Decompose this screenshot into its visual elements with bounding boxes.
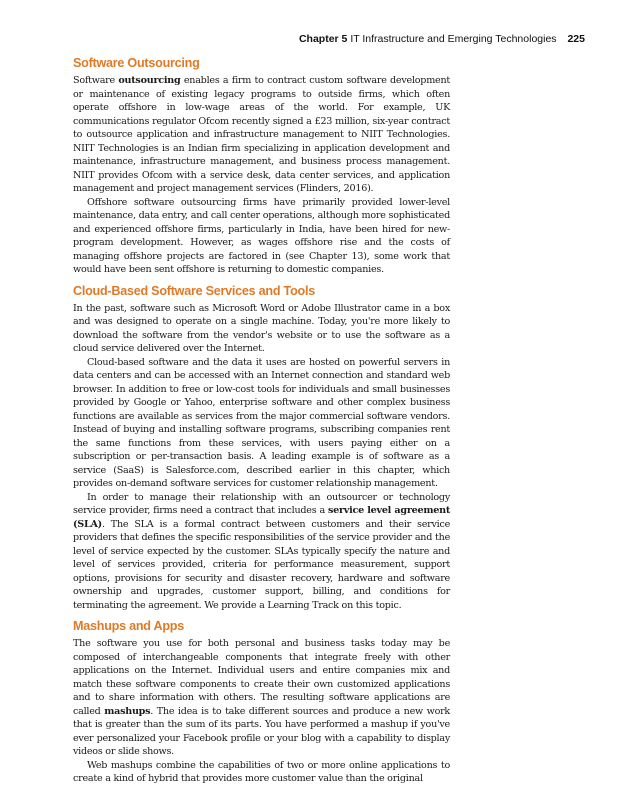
paragraph: Cloud-based software and the data it uses are hosted on powerful servers in data centers and can be accessed with an Internet connection and standard web browser. In addition to free or low-cost tools for individuals and small businesses provided by Google or Yahoo, enterprise software and other complex business functions are available as services from the major commercial software vendors. Instead of buying and installing software programs, subscribing companies rent the same functions from these services, with users paying either on a subscription or per-transaction basis. A leading example is of software as a service (SaaS) is Salesforce.com, described earlier in this chapter, which provides on-demand software services for customer relationship management. bbox=[73, 356, 450, 489]
page-number: 225 bbox=[567, 33, 585, 45]
paragraph bbox=[73, 74, 450, 196]
key-term-sla: service level agreement (SLA) bbox=[73, 505, 450, 530]
key-term-outsourcing: outsourcing bbox=[118, 75, 181, 86]
paragraph: Web mashups combine the capabilities of two or more online applications to create a kind of hybrid that provides more customer value than the original bbox=[73, 759, 450, 784]
chapter-label: Chapter 5 bbox=[298, 33, 348, 45]
section-heading-mashups: Mashups and Apps bbox=[73, 619, 184, 633]
text-run: The software you use for both personal and business tasks today may be composed of interchangeable components that integrate freely with other applications on the Internet. Individual users and entire companies mix and match these software components to create their own customized applications and to share information with others. The resulting software applications are called bbox=[73, 638, 450, 717]
key-term-mashups: mashups bbox=[104, 705, 151, 717]
section-heading-cloud: Cloud-Based Software Services and Tools bbox=[73, 283, 315, 298]
chapter-title: IT Infrastructure and Emerging Technologies bbox=[350, 33, 557, 45]
paragraph: In the past, software such as Microsoft Word or Adobe Illustrator came in a box and was designed to operate on a single machine. Today, you're more likely to download the software from the vendor's website or to use the software as a cloud service delivered over the Internet. bbox=[73, 302, 450, 354]
text-run: enables a firm to contract custom software development or maintenance of existing legacy programs to outside firms, which often operate offshore in low-wage areas of the world. For example, UK communications regulator Ofcom recently signed a £23 million, six-year contract to outsource application and infrastructure management to NIIT Technologies. NIIT Technologies is an Indian firm specializing in application development and maintenance, infrastructure management, and business process management. NIIT provides Ofcom with a service desk, data center services, and application management and project management services (Flinders, 2016). bbox=[73, 75, 451, 194]
text-run: . The idea is to take different sources and produce a new work that is greater than the sum of its parts. You have performed a mashup if you've ever personalized your Facebook profile or your blog with a capability to display videos or slide shows. bbox=[73, 705, 450, 757]
text-run: In order to manage their relationship with an outsourcer or technology service provider, firms need a contract that includes a bbox=[73, 491, 450, 516]
paragraph bbox=[73, 491, 450, 613]
section-heading-outsourcing: Software Outsourcing bbox=[73, 56, 200, 70]
running-head bbox=[299, 33, 585, 45]
text-run: Software bbox=[73, 75, 119, 86]
paragraph bbox=[73, 637, 450, 759]
paragraph: Offshore software outsourcing firms have primarily provided lower-level maintenance, data entry, and call center operations, although more sophisticated and experienced offshore firms, particularly in India, have been hired for new-program development. However, as wages offshore rise and the costs of managing offshore projects are factored in (see Chapter 13), some work that would have been sent offshore is returning to domestic companies. bbox=[73, 196, 450, 275]
text-run: . The SLA is a formal contract between customers and their service providers that defines the specific responsibilities of the service provider and the level of service expected by the customer. SLAs typically specify the nature and level of services provided, criteria for performance measurement, support options, provisions for security and disaster recovery, hardware and software ownership and upgrades, customer support, billing, and conditions for terminating the agreement. We provide a Learning Track on this topic. bbox=[73, 518, 450, 611]
body-text bbox=[73, 56, 450, 786]
